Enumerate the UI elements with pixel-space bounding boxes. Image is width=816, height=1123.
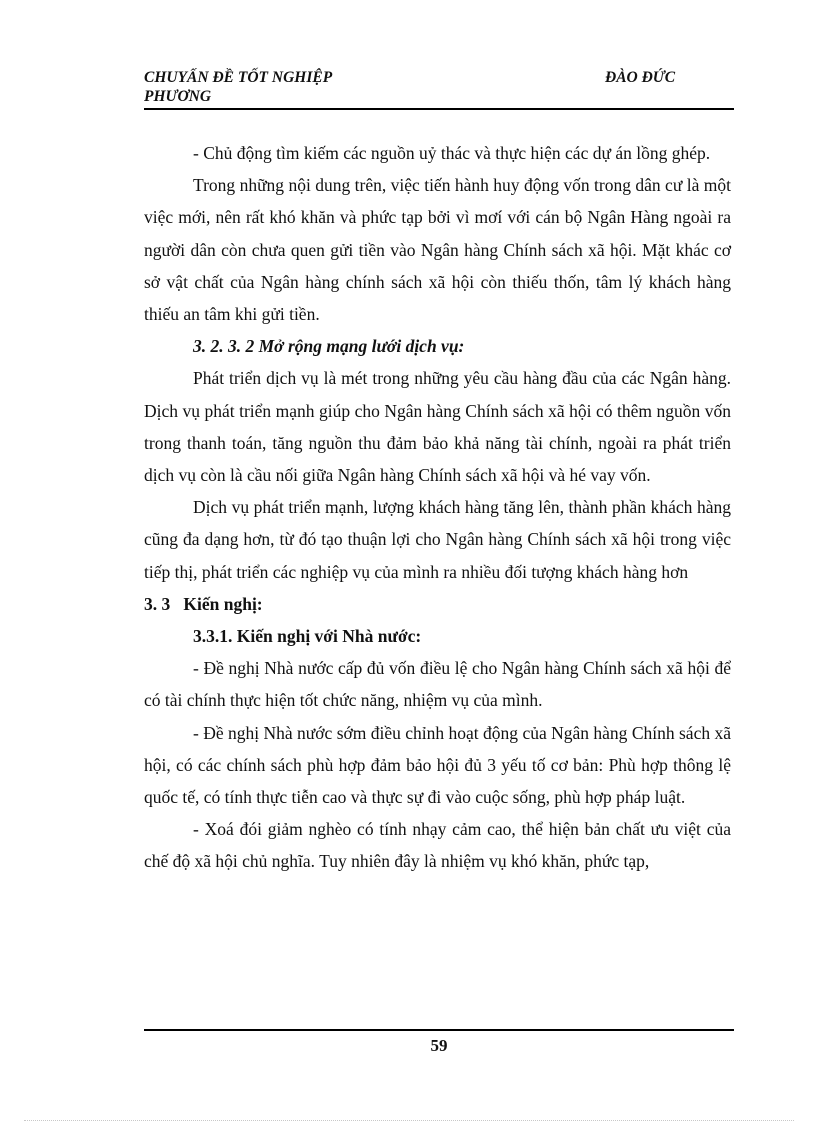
section-heading-3-3-1: 3.3.1. Kiến nghị với Nhà nước: [193,626,422,647]
page-body [144,137,731,878]
section-heading-3-3: 3. 3 Kiến nghị: [144,593,263,614]
page-header [144,68,734,110]
footer-divider [144,1029,734,1031]
paragraph-poverty-reduction: - Xoá đói giảm nghèo có tính nhạy cảm cao, thể hiện bản chất ưu việt của chế độ xã hội chủ nghĩa. Tuy nhiên đây là nhiệm vụ khó khăn, phức tạp, [144,819,731,872]
paragraph-service-development: Phát triển dịch vụ là mét trong những yêu cầu hàng đầu của các Ngân hàng. Dịch vụ phát triển mạnh giúp cho Ngân hàng Chính sách xã hội có thêm nguồn vốn trong thanh toán, tăng nguồn thu đảm bảo khả năng tài chính, ngoài ra phát triển dịch vụ còn là cầu nối giữa Ngân hàng Chính sách xã hội và hé vay vốn. [144,368,731,486]
section-heading-3-2-3-2: 3. 2. 3. 2 Mở rộng mạng lưới dịch vụ: [193,336,465,357]
page-edge-divider [24,1120,794,1121]
paragraph-customer-growth: Dịch vụ phát triển mạnh, lượng khách hàng tăng lên, thành phần khách hàng cũng đa dạng hơn, từ đó tạo thuận lợi cho Ngân hàng Chính sách xã hội trong việc tiếp thị, phát triển các nghiệp vụ của mình ra nhiều đối tượng khách hàng hơn [144,497,731,582]
paragraph-charter-capital: - Đề nghị Nhà nước cấp đủ vốn điều lệ cho Ngân hàng Chính sách xã hội để có tài chính thực hiện tốt chức năng, nhiệm vụ của mình. [144,658,731,711]
paragraph-proactive-funding: - Chủ động tìm kiếm các nguồn uỷ thác và thực hiện các dự án lồng ghép. [193,143,711,163]
header-document-title: CHUYẤN ĐỀ TỐT NGHIỆP [144,69,333,86]
page-number: 59 [430,1036,448,1055]
paragraph-policy-adjustment: - Đề nghị Nhà nước sớm điều chỉnh hoạt động của Ngân hàng Chính sách xã hội, có các chính sách phù hợp đảm bảo hội đủ 3 yếu tố cơ bản: Phù hợp thông lệ quốc tế, có tính thực tiễn cao và thực sự đi vào cuộc sống, phù hợp pháp luật. [144,722,731,808]
paragraph-deposit-mobilization: Trong những nội dung trên, việc tiến hành huy động vốn trong dân cư là một việc mới, nên rất khó khăn và phức tạp bởi vì mơí với cán bộ Ngân Hàng ngoài ra người dân còn chưa quen gửi tiền vào Ngân hàng Chính sách xã hội. Mặt khác cơ sở vật chất của Ngân hàng chính sách xã hội còn thiếu thốn, tâm lý khách hàng thiếu an tâm khi gửi tiền. [144,175,731,325]
header-author-name-continued: PHƯƠNG [144,88,212,105]
header-author-name: ĐÀO ĐỨC [605,69,676,86]
